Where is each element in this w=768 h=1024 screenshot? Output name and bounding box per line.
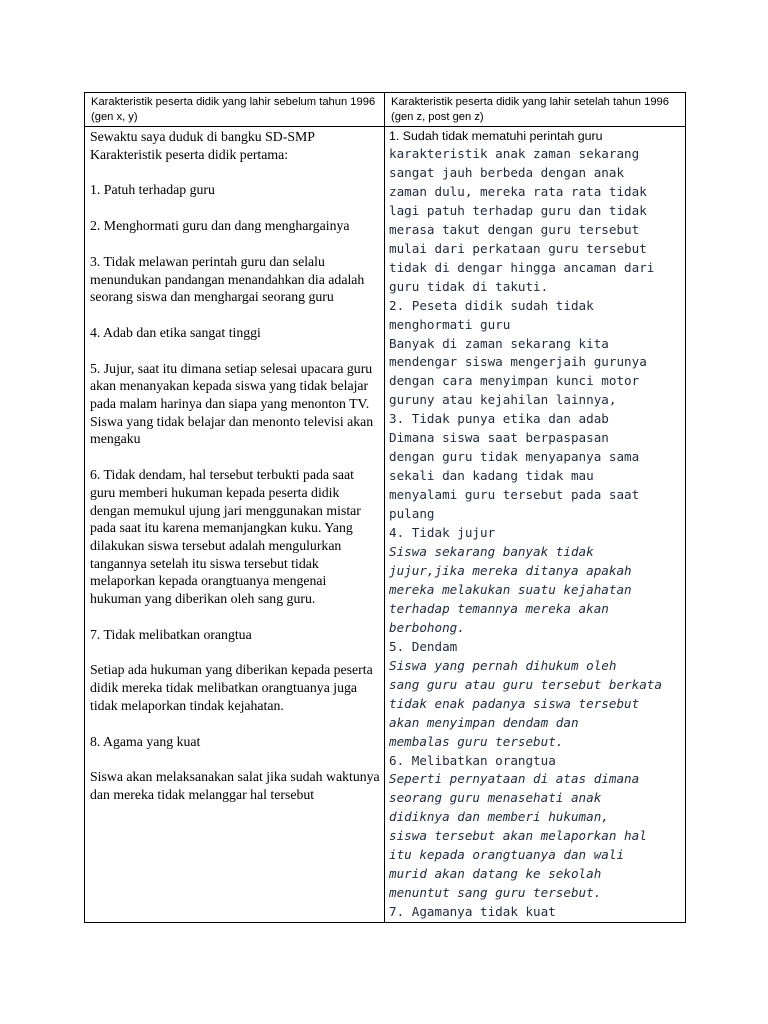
intro-line: Karakteristik peserta didik pertama: xyxy=(90,146,289,162)
characteristic-item: 5. Jujur, saat itu dimana setiap selesai upacara guru akan menanyakan kepada siswa yang tidak belajar pada malam harinya dan siapa yang menonton TV. Siswa yang tidak belajar dan menonto televisi akan mengaku xyxy=(90,360,374,447)
text-line: terhadap temannya mereka akan xyxy=(389,600,609,616)
text-line: siswa tersebut akan melaporkan hal xyxy=(389,828,647,844)
characteristic-paragraph: Siswa akan melaksanakan salat jika sudah waktunya dan mereka tidak melanggar hal tersebut xyxy=(90,769,380,802)
right-column-text xyxy=(389,145,683,922)
text-line: lagi patuh terhadap guru dan tidak xyxy=(389,202,647,218)
text-line: dengan cara menyimpan kunci motor xyxy=(389,373,640,389)
text-line: pulang xyxy=(389,506,435,522)
text-line: menyalami guru tersebut pada saat xyxy=(389,487,640,503)
text-line: akan menyimpan dendam dan xyxy=(389,714,579,730)
text-line: mendengar siswa mengerjaih gurunya xyxy=(389,354,647,370)
text-line: mulai dari perkataan guru tersebut xyxy=(389,240,647,256)
comparison-table xyxy=(84,92,686,923)
header-cell-after-1996: Karakteristik peserta didik yang lahir setelah tahun 1996 (gen z, post gen z) xyxy=(385,93,686,127)
text-line: merasa takut dengan guru tersebut xyxy=(389,221,640,237)
intro-line: Sewaktu saya duduk di bangku SD-SMP xyxy=(90,129,315,144)
text-line: menuntut sang guru tersebut. xyxy=(389,885,602,901)
characteristic-item: 4. Adab dan etika sangat tinggi xyxy=(90,324,261,340)
text-line: Seperti pernyataan di atas dimana xyxy=(389,771,640,787)
text-line: sangat jauh berbeda dengan anak xyxy=(389,164,625,180)
text-line: Dimana siswa saat berpaspasan xyxy=(389,430,609,446)
text-line: 5. Dendam xyxy=(389,638,458,654)
text-line: karakteristik anak zaman sekarang xyxy=(389,146,640,161)
text-line: seorang guru menasehati anak xyxy=(389,790,602,806)
text-line: didiknya dan memberi hukuman, xyxy=(389,809,609,825)
text-line: zaman dulu, mereka rata rata tidak xyxy=(389,183,647,199)
header-cell-before-1996: Karakteristik peserta didik yang lahir sebelum tahun 1996 (gen x, y) xyxy=(85,93,385,127)
characteristic-item: 1. Patuh terhadap guru xyxy=(90,182,215,198)
right-column-cell xyxy=(385,127,686,923)
text-line: Siswa yang pernah dihukum oleh xyxy=(389,657,617,673)
text-line: 3. Tidak punya etika dan adab xyxy=(389,411,609,427)
text-line: guruny atau kejahilan lainnya, xyxy=(389,392,617,408)
text-line: 4. Tidak jujur xyxy=(389,525,496,541)
text-line: tidak di dengar hingga ancaman dari xyxy=(389,259,655,275)
text-line: 7. Agamanya tidak kuat xyxy=(389,904,556,920)
characteristic-item: 8. Agama yang kuat xyxy=(90,733,201,749)
text-line: itu kepada orangtuanya dan wali xyxy=(389,847,625,863)
text-line: jujur,jika mereka ditanya apakah xyxy=(389,562,632,578)
characteristic-item: 2. Menghormati guru dan dang menghargainya xyxy=(90,218,350,234)
text-line: Siswa sekarang banyak tidak xyxy=(389,544,594,560)
characteristic-item: 7. Tidak melibatkan orangtua xyxy=(90,626,252,642)
text-line: 6. Melibatkan orangtua xyxy=(389,752,556,768)
left-column-cell xyxy=(85,127,385,923)
text-line: murid akan datang ke sekolah xyxy=(389,866,602,882)
text-line: membalas guru tersebut. xyxy=(389,733,564,749)
text-line: sang guru atau guru tersebut berkata xyxy=(389,676,662,692)
text-line: Banyak di zaman sekarang kita xyxy=(389,335,609,351)
text-line: 2. Peseta didik sudah tidak xyxy=(389,297,594,313)
text-line: tidak enak padanya siswa tersebut xyxy=(389,695,640,711)
text-line: dengan guru tidak menyapanya sama xyxy=(389,449,640,465)
characteristic-item: 1. Sudah tidak mematuhi perintah guru xyxy=(389,129,603,143)
text-line: guru tidak di takuti. xyxy=(389,278,549,294)
characteristic-item: 3. Tidak melawan perintah guru dan selalu menundukan pandangan menandahkan dia adalah seorang siswa dan menghargai seorang guru xyxy=(90,253,365,305)
text-line: menghormati guru xyxy=(389,316,511,332)
text-line: berbohong. xyxy=(389,619,465,635)
text-line: mereka melakukan suatu kejahatan xyxy=(389,581,632,597)
content-row xyxy=(85,127,686,923)
header-row xyxy=(85,93,686,127)
characteristic-paragraph: Setiap ada hukuman yang diberikan kepada peserta didik mereka tidak melibatkan orangtuanya juga tidak melaporkan tindak kejahatan. xyxy=(90,662,373,713)
characteristic-item: 6. Tidak dendam, hal tersebut terbukti pada saat guru memberi hukuman kepada peserta didik dengan memukul ujung jari menggunakan mistar pada saat itu karena memanjangkan kuku. Yang dilakukan siswa tersebut adalah mengulurkan tangannya setelah itu siswa tersebut tidak melaporkan kepada orangtuanya mengenai hukuman yang diberikan oleh sang guru. xyxy=(90,467,361,607)
text-line: sekali dan kadang tidak mau xyxy=(389,468,594,484)
